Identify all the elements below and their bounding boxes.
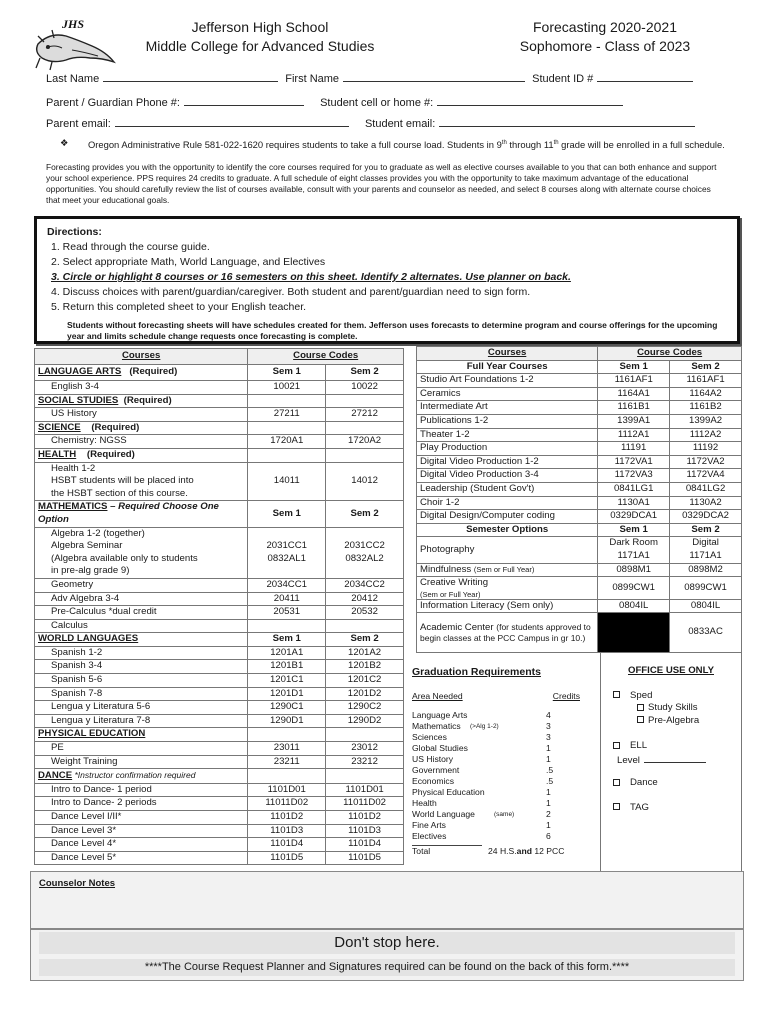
course-row[interactable]: Health 1-2 HSBT students will be placed into the HSBT section of this course. 14011 14012 — [35, 462, 404, 501]
course-row[interactable]: Intro to Dance- 2 periods 11011D02 11011D02 — [35, 797, 404, 811]
course-row[interactable]: Information Literacy (Sem only) 0804IL 0804IL — [417, 599, 742, 613]
grad-row: Economics .5 — [412, 776, 554, 786]
class-title: Sophomore - Class of 2023 — [519, 38, 691, 54]
direction-step: 2. Select appropriate Math, World Language, and Electives — [51, 256, 326, 268]
student-email-label: Student email: — [364, 118, 436, 130]
office-dance[interactable]: Dance — [601, 777, 741, 790]
directions-note: Students without forecasting sheets will have schedules created for them. Jefferson uses forecasts to determine program and course offerings for the upcoming year and limits schedule change requests once forecasting is complete. — [67, 320, 718, 341]
grad-row: Electives 6 — [412, 831, 551, 841]
name-row — [46, 72, 697, 85]
democrat-mascot-icon — [32, 14, 118, 72]
direction-step: 5. Return this completed sheet to your English teacher. — [51, 301, 307, 313]
office-sped[interactable]: Sped — [601, 690, 741, 703]
course-row[interactable]: Studio Art Foundations 1-2 1161AF1 1161AF1 — [417, 374, 742, 388]
col-header-codes: Course Codes — [248, 349, 404, 365]
rule-text: Oregon Administrative Rule 581-022-1620 requires students to take a full course load. Students in 9th through 11th grade will be enrolled in a full schedule. — [88, 139, 725, 151]
checkbox-icon[interactable] — [613, 691, 620, 698]
grad-row: Fine Arts 1 — [412, 820, 551, 830]
course-row[interactable]: Creative Writing (Sem or Full Year) 0899CW1 0899CW1 — [417, 577, 742, 600]
grad-rows — [412, 710, 598, 842]
course-row[interactable]: Digital Video Production 3-4 1172VA3 1172VA4 — [417, 469, 742, 483]
course-row[interactable]: Spanish 5-6 1201C1 1201C2 — [35, 674, 404, 688]
course-row[interactable]: Leadership (Student Gov't) 0841LG1 0841LG2 — [417, 482, 742, 496]
form-title: Forecasting 2020-2021 — [533, 19, 677, 35]
course-row[interactable]: Lengua y Literatura 7-8 1290D1 1290D2 — [35, 714, 404, 728]
course-row[interactable]: Play Production 11191 11192 — [417, 442, 742, 456]
course-row[interactable]: Publications 1-2 1399A1 1399A2 — [417, 414, 742, 428]
student-phone-label: Student cell or home #: — [320, 97, 434, 109]
section-language-arts: LANGUAGE ARTS (Required) — [35, 365, 248, 381]
col-header-courses: Courses — [35, 349, 248, 365]
section-social-studies: SOCIAL STUDIES (Required) — [35, 394, 248, 408]
school-logo — [32, 14, 118, 72]
course-row[interactable]: Photography Dark Room 1171A1 Digital 1171A1 — [417, 537, 742, 563]
first-name-label: First Name — [285, 73, 340, 85]
course-row[interactable]: Algebra 1-2 (together) Algebra Seminar (Algebra available only to students in pre-alg grade 9) 2031CC1 0832AL1 2031CC2 0832AL2 — [35, 527, 404, 578]
course-row[interactable]: Dance Level 5* 1101D5 1101D5 — [35, 851, 404, 865]
student-id-field[interactable] — [597, 72, 693, 82]
office-study-skills[interactable]: Study Skills — [601, 702, 741, 715]
office-pre-algebra[interactable]: Pre-Algebra — [601, 715, 741, 728]
grad-row: US History 1 — [412, 754, 551, 764]
course-row[interactable]: Theater 1-2 1112A1 1112A2 — [417, 428, 742, 442]
col-header-codes: Course Codes — [598, 347, 742, 361]
course-row[interactable]: Pre-Calculus *dual credit 20531 20532 — [35, 606, 404, 620]
office-tag[interactable]: TAG — [601, 802, 741, 815]
first-name-field[interactable] — [343, 72, 525, 82]
directions-box — [34, 216, 740, 344]
dont-stop-banner — [30, 929, 744, 981]
col-header-courses: Courses — [417, 347, 598, 361]
credits-header: Credits — [552, 691, 580, 701]
directions-title: Directions: — [47, 226, 102, 238]
course-row[interactable]: Digital Design/Computer coding 0329DCA1 0329DCA2 — [417, 510, 742, 524]
full-year-header: Full Year Courses — [417, 360, 598, 374]
grad-total: Total 24 H.S.and 12 PCC — [412, 846, 565, 856]
direction-step: 3. Circle or highlight 8 courses or 16 semesters on this sheet. Identify 2 alternates. Use planner on back. — [51, 271, 571, 283]
section-dance: DANCE *Instructor confirmation required — [35, 769, 248, 784]
course-row[interactable]: Spanish 3-4 1201B1 1201B2 — [35, 660, 404, 674]
course-row[interactable]: PE 23011 23012 — [35, 742, 404, 756]
email-row — [46, 117, 699, 130]
area-needed-header: Area Needed — [412, 691, 463, 701]
section-health: HEALTH (Required) — [35, 448, 248, 462]
course-row[interactable]: Academic Center (for students approved to begin classes at the PCC Campus in gr 10.) 0833AC — [417, 613, 742, 653]
course-row[interactable]: Calculus — [35, 619, 404, 633]
student-email-field[interactable] — [439, 117, 695, 127]
counselor-notes-label: Counselor Notes — [39, 878, 116, 889]
oar-rule — [60, 137, 732, 151]
grad-row: World Language (same) 2 — [412, 809, 551, 819]
section-science: SCIENCE (Required) — [35, 421, 248, 435]
graduation-title: Graduation Requirements — [412, 666, 541, 678]
course-row[interactable]: Spanish 7-8 1201D1 1201D2 — [35, 687, 404, 701]
grad-row: Government .5 — [412, 765, 554, 775]
school-name: Jefferson High School — [191, 19, 329, 35]
parent-phone-label: Parent / Guardian Phone #: — [46, 97, 180, 109]
program-name: Middle College for Advanced Studies — [145, 38, 375, 54]
graduation-requirements — [412, 666, 598, 857]
course-row[interactable]: Dance Level I/II* 1101D2 1101D2 — [35, 811, 404, 825]
student-phone-field[interactable] — [437, 96, 623, 106]
course-row[interactable]: Dance Level 4* 1101D4 1101D4 — [35, 838, 404, 852]
course-row[interactable]: Lengua y Literatura 5-6 1290C1 1290C2 — [35, 701, 404, 715]
checkbox-icon[interactable] — [613, 742, 620, 749]
course-row[interactable]: Choir 1-2 1130A1 1130A2 — [417, 496, 742, 510]
section-world-languages: WORLD LANGUAGES — [35, 633, 248, 647]
sem2-header: Sem 2 — [326, 365, 404, 381]
grad-row: Health 1 — [412, 798, 551, 808]
last-name-label: Last Name — [46, 73, 100, 85]
course-row[interactable]: English 3-4 10021 10022 — [35, 381, 404, 395]
dont-stop-text: Don't stop here. — [39, 932, 735, 954]
sem1-header: Sem 1 — [248, 365, 326, 381]
parent-phone-field[interactable] — [184, 96, 304, 106]
course-row[interactable]: Adv Algebra 3-4 20411 20412 — [35, 592, 404, 606]
course-row[interactable]: Ceramics 1164A1 1164A2 — [417, 387, 742, 401]
blacked-out-cell — [598, 613, 670, 653]
direction-step: 1. Read through the course guide. — [51, 241, 210, 253]
office-title: OFFICE USE ONLY — [627, 665, 714, 676]
checkbox-icon[interactable] — [637, 716, 644, 723]
counselor-notes-box[interactable] — [30, 871, 744, 929]
intro-paragraph: Forecasting provides you with the opportunity to identify the core courses required for you to graduate as well as elective courses available to you that can both enhance and support your school experience. PPS requires 24 credits to graduate. A full schedule of eight classes provides you with the opportunity to take maximum advantage of the educational opportunities. You should carefully review the list of courses available, consult with your parents and counselor as needed, and select 8 courses along with alternate course choices that meet your educational goals. — [46, 162, 717, 205]
parent-email-label: Parent email: — [46, 118, 111, 130]
grad-row: Sciences 3 — [412, 732, 551, 742]
section-physical-education: PHYSICAL EDUCATION — [35, 728, 248, 742]
course-row[interactable]: Dance Level 3* 1101D3 1101D3 — [35, 824, 404, 838]
grad-row: Mathematics (>Alg 1-2) 3 — [412, 721, 551, 731]
grad-row: Language Arts 4 — [412, 710, 551, 720]
grad-row: Global Studies 1 — [412, 743, 551, 753]
right-course-table: Courses Course Codes Full Year Courses Sem 1 Sem 2 Studio Art Foundations 1-2 1161AF1 1161AF1 Ceramics 1164A1 1164A2 Intermediate Art 1161B1 1161B2 Publications 1-2 1399A1 1399A2 Theater 1-2 1112A1 1112A2 Play Production 11191 11192 Digital Video Production 1-2 1172VA1 1172VA2 Digital Video Production 3-4 1172VA3 1172VA4 Leadership (Student Gov't) 0841LG1 0841LG2 Choir 1-2 1130A1 1130A2 Digital Design/Computer coding 0329DCA1 0329DCA2 Semester Options Sem 1 Sem 2 Photography Dark Room 1171A1 Digital 1171A1 Mindfulness (Sem or Full Year) 0898M1 0898M2 Creative Writing (Sem or Full Year) 0899CW1 0899CW1 Information Literacy (Sem only) 0804IL 0804IL Academic Center (for students approved to begin classes at the PCC Campus in gr 10.) 0833AC — [416, 346, 742, 653]
section-mathematics: MATHEMATICS – Required Choose One Option — [35, 501, 248, 527]
course-row[interactable]: Geometry 2034CC1 2034CC2 — [35, 578, 404, 592]
course-row[interactable]: Weight Training 23211 23212 — [35, 755, 404, 769]
diamond-bullet-icon: ❖ — [60, 137, 69, 148]
course-row[interactable]: Digital Video Production 1-2 1172VA1 1172VA2 — [417, 455, 742, 469]
office-ell[interactable]: ELL — [601, 740, 741, 753]
office-use-box — [600, 652, 742, 872]
parent-email-field[interactable] — [115, 117, 349, 127]
course-row[interactable]: Intermediate Art 1161B1 1161B2 — [417, 401, 742, 415]
checkbox-icon[interactable] — [613, 803, 620, 810]
course-row[interactable]: Chemistry: NGSS 1720A1 1720A2 — [35, 435, 404, 449]
course-row[interactable]: Spanish 1-2 1201A1 1201A2 — [35, 646, 404, 660]
left-course-table: Courses Course Codes LANGUAGE ARTS (Required) Sem 1 Sem 2 English 3-4 10021 10022 SOCIAL STUDIES (Required) US History 27211 27212 SCIENCE (Required) Chemistry: NGSS 1720A1 1720A2 HEALTH (Required) Health 1-2 HSBT students will be placed into the HSBT section of this course. 14011 14012 MATHEMATICS – Required Choose One Option Sem 1 Sem 2 Algebra 1-2 (together) Algebra Seminar (Algebra available only to students in pre-alg grade 9) 2031CC1 0832AL1 2031CC2 0832AL2 Geometry 2034CC1 2034CC2 Adv Algebra 3-4 20411 20412 Pre-Calculus *dual credit 20531 20532 Calculus WORLD LANGUAGES Sem 1 Sem 2 Spanish 1-2 1201A1 1201A2 Spanish 3-4 1201B1 1201B2 Spanish 5-6 1201C1 1201C2 Spanish 7-8 1201D1 1201D2 Lengua y Literatura 5-6 1290C1 1290C2 Lengua y Literatura 7-8 1290D1 1290D2 PHYSICAL EDUCATION PE 23011 23012 Weight Training 23211 23212 DANCE *Instructor confirmation required Intro to Dance- 1 period 1101D01 1101D01 Intro to Dance- 2 periods 11011D02 11011D02 Dance Level I/II* 1101D2 1101D2 Dance Level 3* 1101D3 1101D3 Dance Level 4* 1101D4 1101D4 Dance Level 5* 1101D5 1101D5 — [34, 348, 404, 865]
phone-row — [46, 96, 627, 109]
student-id-label: Student ID # — [532, 73, 594, 85]
direction-step: 4. Discuss choices with parent/guardian/caregiver. Both student and parent/guardian need to sign form. — [51, 286, 531, 298]
office-level[interactable]: Level — [601, 753, 741, 768]
checkbox-icon[interactable] — [637, 704, 644, 711]
grad-row: Physical Education 1 — [412, 787, 551, 797]
course-row[interactable]: US History 27211 27212 — [35, 408, 404, 422]
svg-text:JHS: JHS — [62, 17, 85, 31]
checkbox-icon[interactable] — [613, 779, 620, 786]
course-row[interactable]: Intro to Dance- 1 period 1101D01 1101D01 — [35, 783, 404, 797]
planner-note: ****The Course Request Planner and Signatures required can be found on the back of this form.**** — [39, 959, 735, 976]
semester-options-header: Semester Options — [417, 523, 598, 537]
last-name-field[interactable] — [103, 72, 278, 82]
course-row[interactable]: Mindfulness (Sem or Full Year) 0898M1 0898M2 — [417, 563, 742, 577]
